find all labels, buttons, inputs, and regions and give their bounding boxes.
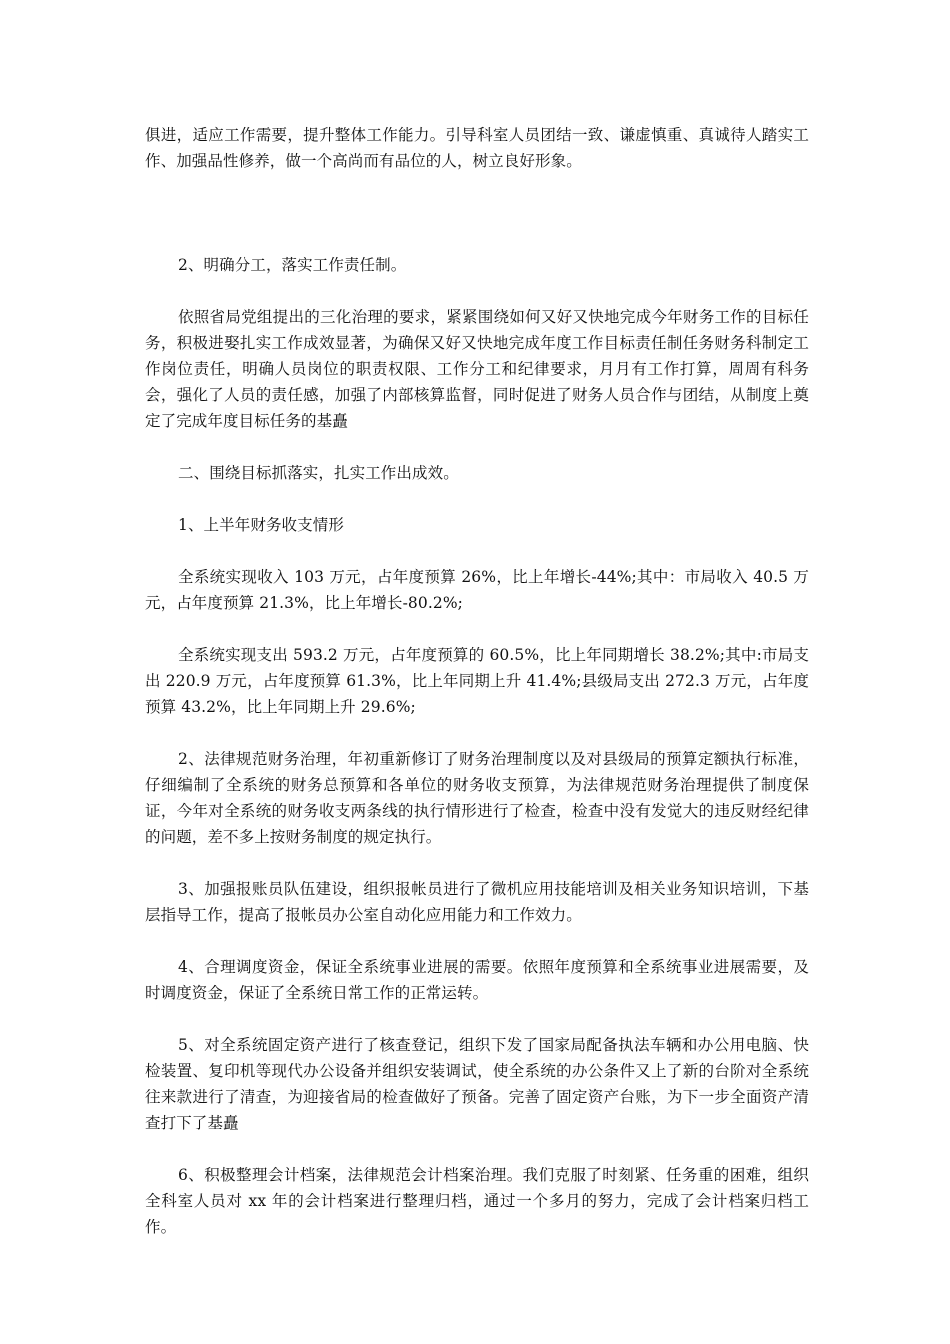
paragraph-income: 全系统实现收入 103 万元，占年度预算 26%，比上年增长-44%;其中：市局收入 40.5 万元，占年度预算 21.3%，比上年增长-80.2%; — [145, 568, 809, 612]
paragraph-fixed-assets: 5、对全系统固定资产进行了核查登记，组织下发了国家局配备执法车辆和办公用电脑、快检装置、复印机等现代办公设备并组织安装调试，使全系统的办公条件又上了新的台阶对全系统往来款进行了清查，为迎接省局的检查做好了预备。完善了固定资产台账，为下一步全面资产清查打下了基矗 — [145, 1036, 809, 1132]
paragraph-heading-income-expense: 1、上半年财务收支情形 — [178, 516, 344, 534]
paragraph-accountant-training: 3、加强报账员队伍建设，组织报帐员进行了微机应用技能培训及相关业务知识培训，下基层指导工作，提高了报帐员办公室自动化应用能力和工作效力。 — [145, 880, 809, 924]
paragraph-expenditure: 全系统实现支出 593.2 万元，占年度预算的 60.5%，比上年同期增长 38.2%;其中:市局支出 220.9 万元，占年度预算 61.3%，比上年同期上升 41.4%;县级局支出 272.3 万元，占年度预算 43.2%，比上年同期上升 29.6%; — [145, 646, 809, 716]
paragraph-financial-governance: 2、法律规范财务治理，年初重新修订了财务治理制度以及对县级局的预算定额执行标准，仔细编制了全系统的财务总预算和各单位的财务收支预算，为法律规范财务治理提供了制度保证，今年对全系统的财务收支两条线的执行情形进行了检查，检查中没有发觉大的违反财经纪律的问题，差不多上按财务制度的规定执行。 — [145, 750, 809, 846]
paragraph-responsibility-system: 依照省局党组提出的三化治理的要求，紧紧围绕如何又好又快地完成今年财务工作的目标任务，积极进娶扎实工作成效显著，为确保又好又快地完成年度工作目标责任制任务财务科制定工作岗位责任，明确人员岗位的职责权限、工作分工和纪律要求，月月有工作打算，周周有科务会，强化了人员的责任感，加强了内部核算监督，同时促进了财务人员合作与团结，从制度上奠定了完成年度目标任务的基矗 — [145, 308, 809, 430]
paragraph-accounting-archives: 6、积极整理会计档案，法律规范会计档案治理。我们克服了时刻紧、任务重的困难，组织全科室人员对 xx 年的会计档案进行整理归档，通过一个多月的努力，完成了会计档案归档工作。 — [145, 1166, 809, 1236]
paragraph-heading-clear-division: 2、明确分工，落实工作责任制。 — [178, 256, 407, 274]
paragraph-continuation: 俱进，适应工作需要，提升整体工作能力。引导科室人员团结一致、谦虚慎重、真诚待人踏实工作、加强品性修养，做一个高尚而有品位的人，树立良好形象。 — [145, 126, 809, 170]
paragraph-fund-allocation: 4、合理调度资金，保证全系统事业进展的需要。依照年度预算和全系统事业进展需要，及时调度资金，保证了全系统日常工作的正常运转。 — [145, 958, 809, 1002]
document-body — [145, 122, 809, 1240]
section-heading-two: 二、围绕目标抓落实，扎实工作出成效。 — [178, 464, 459, 482]
